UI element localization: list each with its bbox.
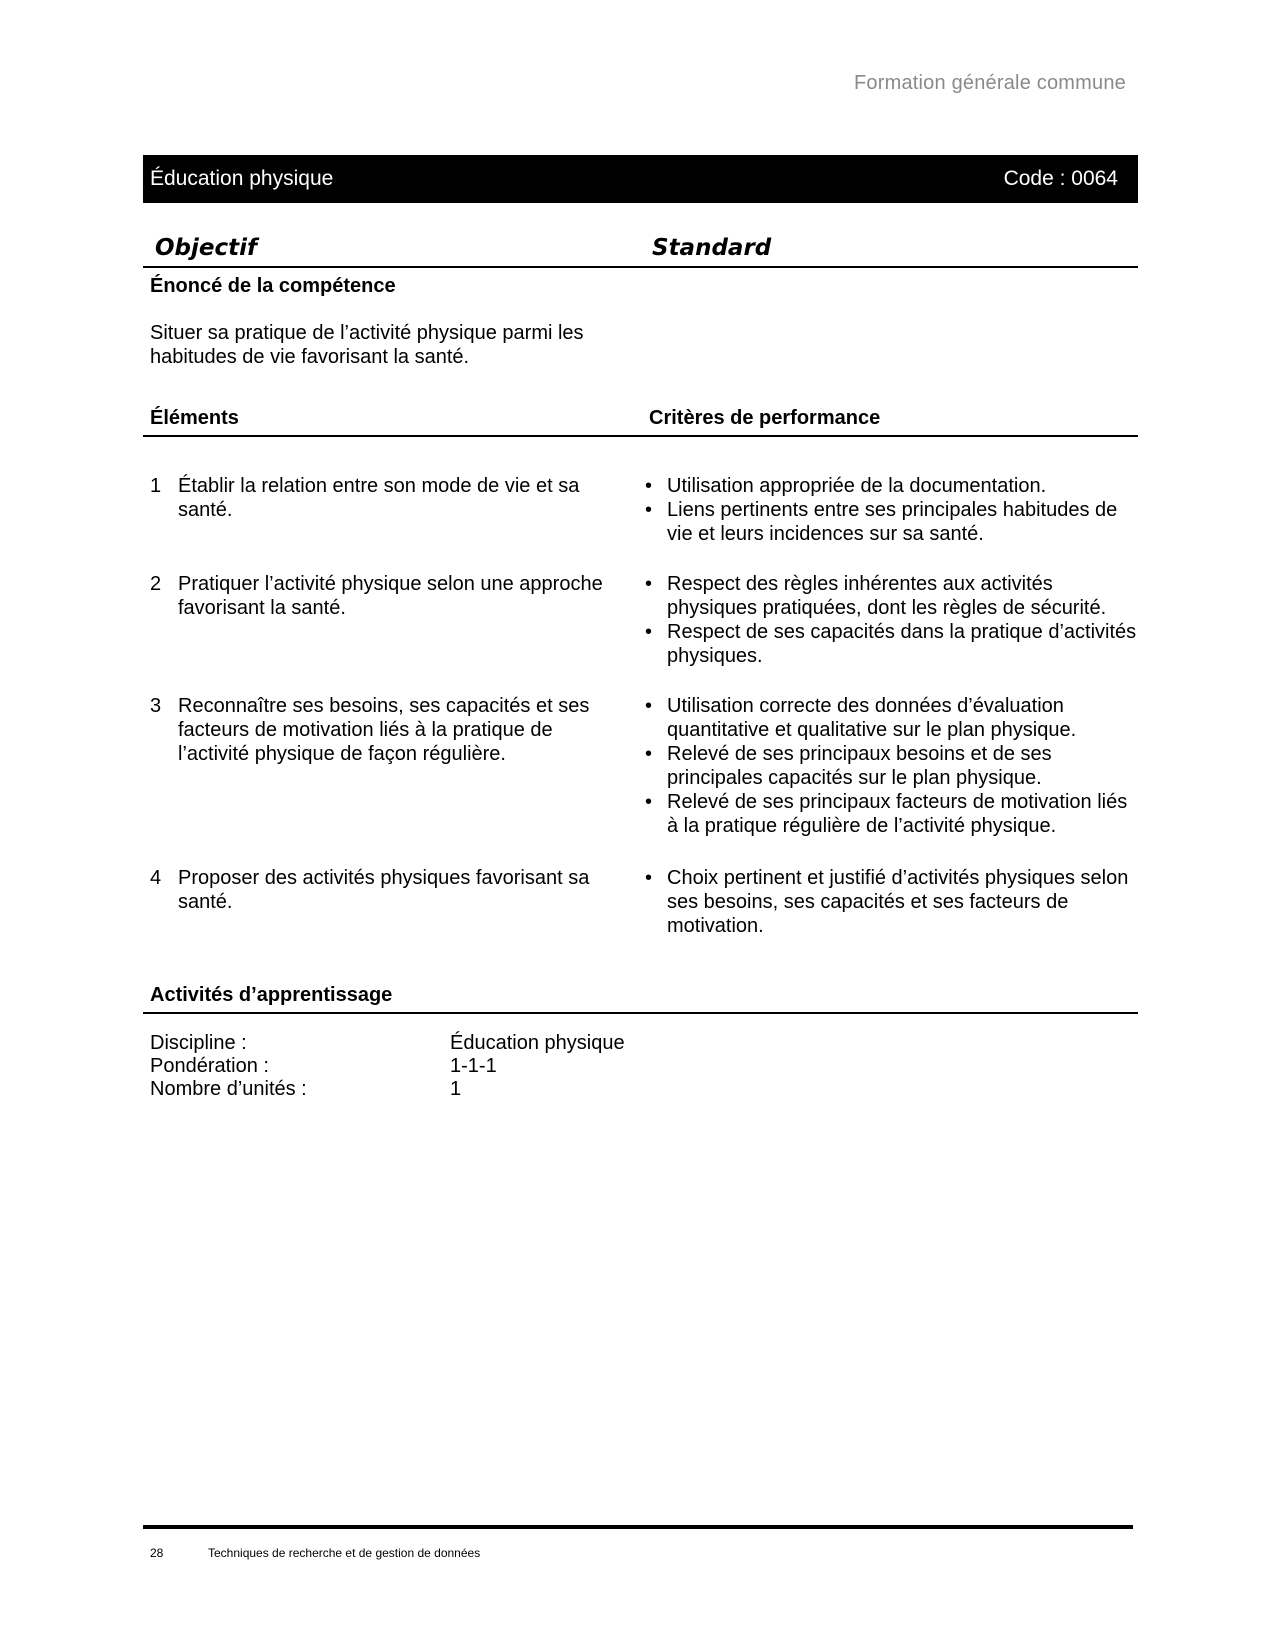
element-number: 4 <box>150 867 162 889</box>
competence-text: Situer sa pratique de l’activité physique parmi les habitudes de vie favorisant la santé. <box>150 322 584 368</box>
criterion-item: • Respect des règles inhérentes aux activités physiques pratiquées, dont les règles de sécurité. <box>643 572 1143 620</box>
criteria-heading: Critères de performance <box>649 407 881 429</box>
activities-header <box>143 984 1138 1014</box>
criterion-item: • Utilisation appropriée de la documentation. <box>643 474 1143 498</box>
elements-heading: Éléments <box>150 407 239 429</box>
course-discipline: Éducation physique <box>150 167 334 190</box>
criterion-item: • Relevé de ses principaux besoins et de ses principales capacités sur le plan physique. <box>643 742 1143 790</box>
activities-details <box>150 1032 850 1112</box>
criteria-list <box>643 694 1143 838</box>
activities-title: Activités d’apprentissage <box>150 984 393 1006</box>
element-text: Pratiquer l’activité physique selon une approche favorisant la santé. <box>178 573 603 619</box>
criterion-item: • Relevé de ses principaux facteurs de motivation liés à la pratique régulière de l’activité physique. <box>643 790 1143 838</box>
course-code: Code : 0064 <box>1003 167 1118 190</box>
criterion-item: • Liens pertinents entre ses principales habitudes de vie et leurs incidences sur sa santé. <box>643 498 1143 546</box>
column-headings <box>143 232 1138 268</box>
discipline-value: Éducation physique <box>450 1032 625 1054</box>
running-header: Formation générale commune <box>854 72 1126 94</box>
page-number: 28 <box>150 1546 164 1560</box>
standard-heading: Standard <box>652 235 772 261</box>
element-text: Proposer des activités physiques favorisant sa santé. <box>178 867 590 913</box>
element-text: Reconnaître ses besoins, ses capacités et ses facteurs de motivation liés à la pratique de l’activité physique de façon régulière. <box>178 695 590 765</box>
element-number: 2 <box>150 573 162 595</box>
elements-criteria-header <box>143 407 1138 437</box>
competence-title: Énoncé de la compétence <box>150 275 396 297</box>
footer-divider <box>143 1525 1133 1529</box>
ponderation-label: Pondération : <box>150 1055 269 1077</box>
units-value: 1 <box>450 1078 462 1100</box>
criterion-item: • Respect de ses capacités dans la pratique d’activités physiques. <box>643 620 1143 668</box>
element-number: 3 <box>150 695 162 717</box>
criterion-item: • Choix pertinent et justifié d’activités physiques selon ses besoins, ses capacités et ses facteurs de motivation. <box>643 866 1143 938</box>
units-label: Nombre d’unités : <box>150 1078 307 1100</box>
criteria-list <box>643 474 1143 546</box>
criteria-list <box>643 866 1143 938</box>
objectif-heading: Objectif <box>155 235 258 261</box>
criteria-list <box>643 572 1143 668</box>
discipline-label: Discipline : <box>150 1032 247 1054</box>
course-title-bar <box>143 155 1138 203</box>
criterion-item: • Utilisation correcte des données d’évaluation quantitative et qualitative sur le plan physique. <box>643 694 1143 742</box>
element-number: 1 <box>150 475 162 497</box>
program-name: Techniques de recherche et de gestion de données <box>208 1546 481 1560</box>
element-text: Établir la relation entre son mode de vie et sa santé. <box>178 475 580 521</box>
ponderation-value: 1-1-1 <box>450 1055 497 1077</box>
